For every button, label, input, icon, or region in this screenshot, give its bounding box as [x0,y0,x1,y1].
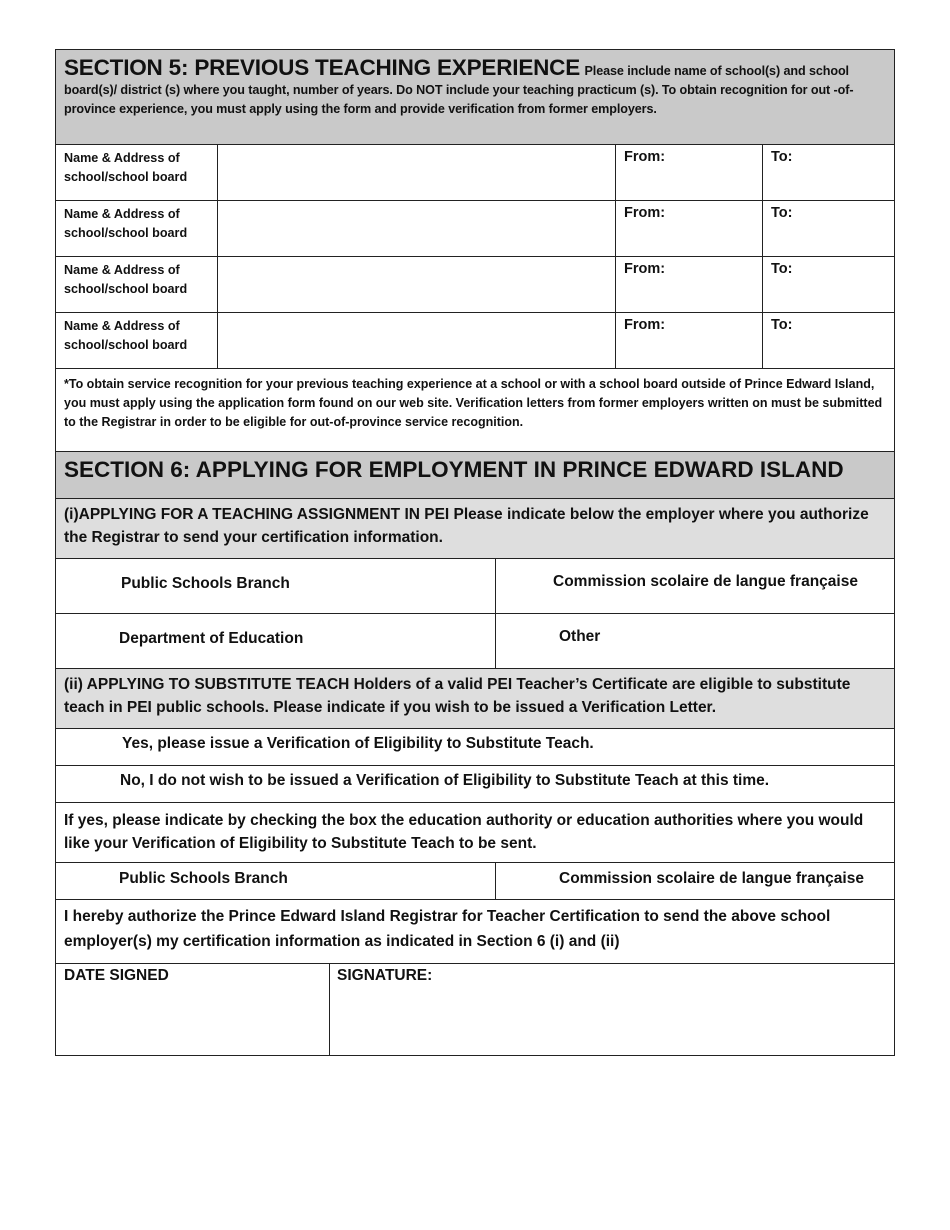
experience-row [56,257,894,313]
experience-row [56,145,894,201]
to-field[interactable]: To: [771,205,793,221]
from-field[interactable]: From: [616,313,763,368]
date-signed-label: DATE SIGNED [64,967,169,984]
option-no-verification[interactable] [56,766,894,803]
school-label: Name & Address of school/school board [56,313,218,368]
signature-row [56,964,894,1056]
application-form [55,49,895,1056]
from-field[interactable]: From: [616,145,763,200]
option-public-schools-branch[interactable] [56,559,496,613]
from-field[interactable]: From: [616,257,763,312]
school-input[interactable] [218,313,616,368]
experience-row [56,201,894,257]
school-input[interactable] [218,257,616,312]
to-field[interactable]: To: [771,149,793,165]
to-field[interactable]: To: [771,261,793,277]
option-department-of-education[interactable] [56,614,496,668]
section5-header [56,50,894,145]
signature-field[interactable] [330,964,894,1055]
school-label: Name & Address of school/school board [56,201,218,256]
option-public-schools-branch[interactable] [56,863,496,899]
to-field[interactable]: To: [771,317,793,333]
authorization-statement: I hereby authorize the Prince Edward Island Registrar for Teacher Certification to send the above school employer(s) my certification information as indicated in Section 6 (i) and (ii) [56,900,894,964]
from-field[interactable]: From: [616,201,763,256]
substitute-teach-heading: (ii) APPLYING TO SUBSTITUTE TEACH Holders of a valid PEI Teacher’s Certificate are eligible to substitute teach in PEI public schools. Please indicate if you wish to be issued a Verification Letter. [56,669,894,729]
school-input[interactable] [218,145,616,200]
section5-instructions: Please include name of school(s) and school board(s)/ district (s) where you taught, number of years. Do NOT include your teaching practicum (s). To obtain recognition for out -of-province experience, you must apply using the form and provide verification from former employers. [64,64,854,116]
date-signed-field[interactable] [56,964,330,1055]
employer-options-row [56,614,894,669]
option-label: Commission scolaire de langue française [559,870,864,887]
school-label: Name & Address of school/school board [56,145,218,200]
yes-label: Yes, please issue a Verification of Eligibility to Substitute Teach. [122,735,594,752]
option-other[interactable] [496,614,894,668]
option-label: Public Schools Branch [121,575,290,592]
section5-title: SECTION 5: PREVIOUS TEACHING EXPERIENCE [64,55,581,80]
employer-options-row [56,559,894,614]
option-label: Department of Education [119,630,304,647]
teaching-assignment-heading: (i)APPLYING FOR A TEACHING ASSIGNMENT IN PEI Please indicate below the employer where you authorize the Registrar to send your certification information. [56,499,894,559]
substitute-options-row [56,863,894,900]
option-yes-verification[interactable] [56,729,894,766]
service-recognition-note: *To obtain service recognition for your previous teaching experience at a school or with a school board outside of Prince Edward Island, you must apply using the application form found on our web site. Verification letters from former employers written on must be submitted to the Registrar in order to be eligible for out-of-province service recognition. [56,369,894,452]
option-label: Commission scolaire de langue française [553,573,858,590]
option-label: Public Schools Branch [119,870,288,887]
school-input[interactable] [218,201,616,256]
experience-row [56,313,894,369]
signature-label: SIGNATURE: [337,967,433,984]
option-commission-scolaire[interactable] [496,559,894,613]
if-yes-instructions: If yes, please indicate by checking the box the education authority or education authorities where you would like your Verification of Eligibility to Substitute Teach to be sent. [56,803,894,863]
section6-title: SECTION 6: APPLYING FOR EMPLOYMENT IN PRINCE EDWARD ISLAND [56,452,894,499]
no-label: No, I do not wish to be issued a Verification of Eligibility to Substitute Teach at this time. [120,772,770,789]
option-label: Other [559,628,601,645]
option-commission-scolaire[interactable] [496,863,894,899]
school-label: Name & Address of school/school board [56,257,218,312]
